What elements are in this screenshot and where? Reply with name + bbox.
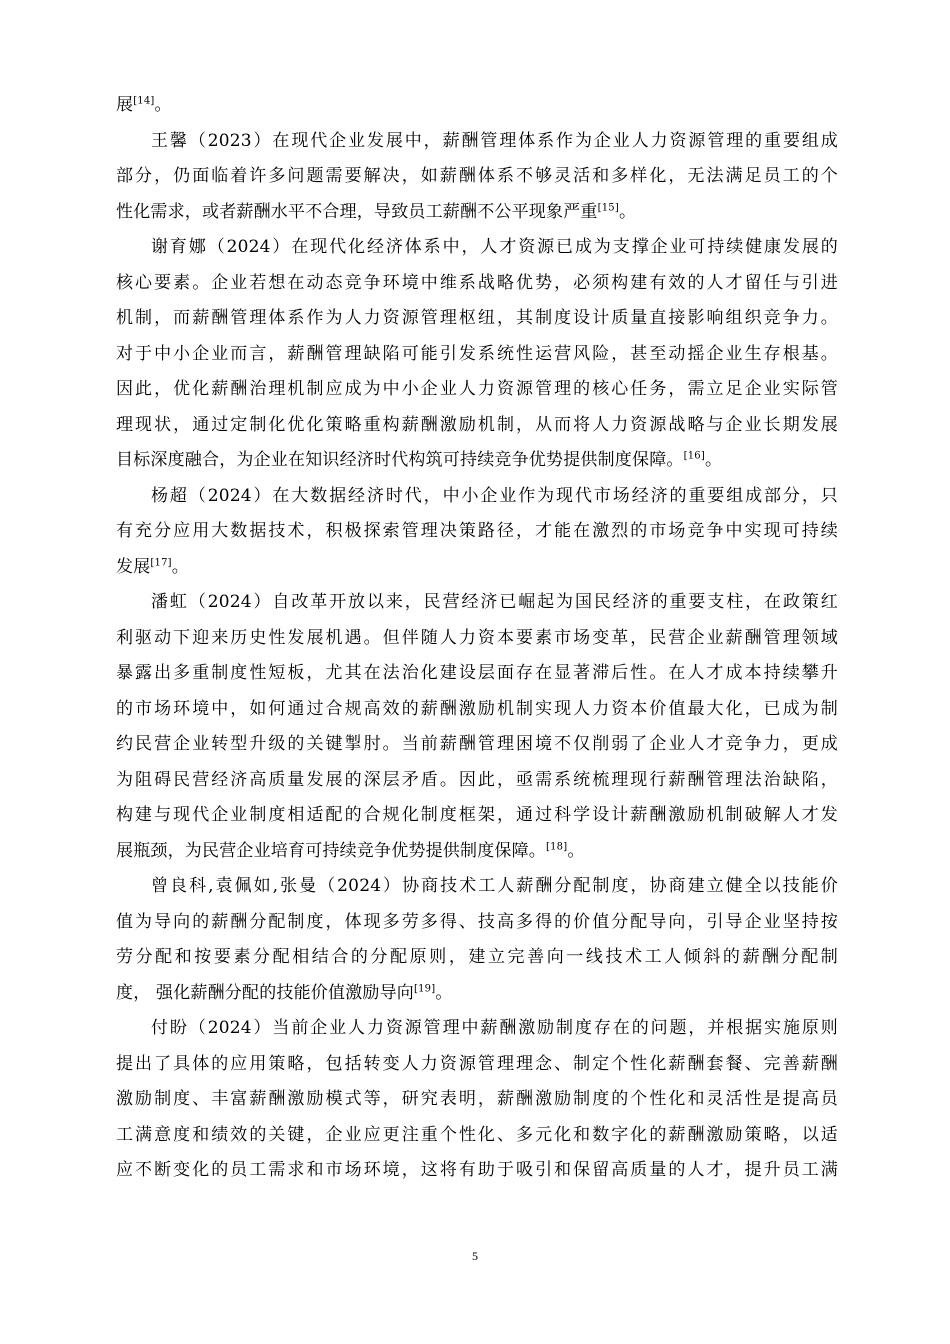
citation-reference: [17] (150, 556, 172, 568)
text-run: 展瓶颈，为民营企业培育可持续竞争优势提供制度保障。 (116, 840, 546, 861)
text-line (116, 585, 838, 621)
text-run: 约民营企业转型升级的关键掣肘。当前薪酬管理困境不仅削弱了企业人才竞争力，更成 (116, 734, 838, 754)
text-run: 。 (567, 840, 585, 861)
text-line (116, 1153, 838, 1189)
text-line (116, 337, 838, 373)
text-run: 。 (154, 95, 172, 115)
paragraph (116, 88, 838, 124)
text-run: 激励制度、丰富薪酬激励模式等，研究表明，薪酬激励制度的个性化和灵活性是提高员 (116, 1089, 838, 1109)
text-line (116, 621, 838, 657)
paragraph (116, 124, 838, 231)
text-run: 。 (171, 556, 189, 577)
text-run: 。 (435, 982, 453, 1003)
text-line (116, 1011, 838, 1047)
text-run: 值为导向的薪酬分配制度，体现多劳多得、技高多得的价值分配导向，引导企业坚持按 (116, 911, 838, 932)
citation-reference: [16] (683, 450, 705, 462)
text-line (116, 301, 838, 337)
text-run: 谢育娜（2024）在现代化经济体系中，人才资源已成为支撑企业可持续健康发展的 (151, 237, 838, 257)
text-line (116, 159, 838, 195)
text-line (116, 976, 838, 1012)
text-run: 的市场环境中，如何通过合规高效的薪酬激励机制实现人力资本价值最大化，已成为制 (116, 698, 838, 719)
text-line (116, 905, 838, 941)
text-line (116, 763, 838, 799)
paragraph (116, 869, 838, 1011)
page-number: 5 (472, 1249, 478, 1263)
text-run: 暴露出多重制度性短板，尤其在法治化建设层面存在显著滞后性。在人才成本持续攀升 (116, 663, 838, 683)
text-line (116, 266, 838, 302)
text-line (116, 195, 838, 231)
text-line (116, 656, 838, 692)
text-run: 付盼（2024）当前企业人力资源管理中薪酬激励制度存在的问题，并根据实施原则 (151, 1018, 838, 1038)
text-line (116, 514, 838, 550)
text-line (116, 408, 838, 444)
text-run: 机制，而薪酬管理体系作为人力资源管理枢纽，其制度设计质量直接影响组织竞争力。 (116, 308, 838, 328)
text-run: 构建与现代企业制度相适配的合规化制度框架，通过科学设计薪酬激励机制破解人才发 (116, 805, 838, 825)
text-line (116, 124, 838, 160)
text-line (116, 798, 838, 834)
citation-reference: [19] (414, 982, 436, 994)
text-line (116, 230, 838, 266)
text-line (116, 550, 838, 586)
text-run: 杨超（2024）在大数据经济时代，中小企业作为现代市场经济的重要组成部分，只 (151, 485, 838, 506)
paragraph (116, 1011, 838, 1189)
text-run: 目标深度融合，为企业在知识经济时代构筑可持续竞争优势提供制度保障。 (116, 450, 684, 470)
text-run: 度， 强化薪酬分配的技能价值激励导向 (116, 982, 415, 1003)
text-line (116, 443, 838, 479)
text-run: 曾良科,袁佩如,张曼（2024）协商技术工人薪酬分配制度，协商建立健全以技能价 (151, 876, 838, 896)
text-run: 潘虹（2024）自改革开放以来，民营经济已崛起为国民经济的重要支柱，在政策红 (151, 592, 838, 612)
citation-reference: [14] (133, 95, 155, 107)
text-run: 展 (116, 95, 134, 115)
text-run: 应不断变化的员工需求和市场环境，这将有助于吸引和保留高质量的人才，提升员工满 (116, 1160, 838, 1180)
citation-reference: [18] (546, 840, 568, 852)
text-line (116, 834, 838, 870)
text-line (116, 727, 838, 763)
text-run: 性化需求，或者薪酬水平不合理，导致员工薪酬不公平现象严重 (116, 201, 598, 222)
text-line (116, 372, 838, 408)
text-line (116, 88, 838, 124)
text-run: 因此，优化薪酬治理机制应成为中小企业人力资源管理的核心任务，需立足企业实际管 (116, 379, 838, 399)
text-line (116, 869, 838, 905)
text-line (116, 1082, 838, 1118)
text-run: 劳分配和按要素分配相结合的分配原则，建立完善向一线技术工人倾斜的薪酬分配制 (116, 947, 838, 967)
text-run: 。 (704, 450, 723, 470)
text-run: 理现状，通过定制化优化策略重构薪酬激励机制，从而将人力资源战略与企业长期发展 (116, 414, 838, 435)
text-line (116, 1047, 838, 1083)
citation-reference: [15] (597, 201, 619, 213)
text-line (116, 940, 838, 976)
paragraph (116, 479, 838, 586)
text-run: 核心要素。企业若想在动态竞争环境中维系战略优势，必须构建有效的人才留任与引进 (116, 272, 838, 293)
text-line (116, 692, 838, 728)
text-run: 发展 (116, 556, 151, 577)
paragraph (116, 230, 838, 479)
text-run: 有充分应用大数据技术，积极探索管理决策路径，才能在激烈的市场竞争中实现可持续 (116, 521, 838, 541)
text-line (116, 479, 838, 515)
text-run: 对于中小企业而言，薪酬管理缺陷可能引发系统性运营风险，甚至动摇企业生存根基。 (116, 343, 838, 364)
text-run: 部分，仍面临着许多问题需要解决，如薪酬体系不够灵活和多样化，无法满足员工的个 (116, 166, 838, 186)
text-run: 为阻碍民营经济高质量发展的深层矛盾。因此，亟需系统梳理现行薪酬管理法治缺陷， (116, 769, 838, 790)
body-text (116, 88, 838, 1189)
text-run: 。 (618, 201, 637, 222)
text-run: 工满意度和绩效的关键，企业应更注重个性化、多元化和数字化的薪酬激励策略，以适 (116, 1124, 838, 1145)
text-run: 王馨（2023）在现代企业发展中，薪酬管理体系作为企业人力资源管理的重要组成 (151, 130, 838, 151)
text-line (116, 1118, 838, 1154)
text-run: 提出了具体的应用策略，包括转变人力资源管理理念、制定个性化薪酬套餐、完善薪酬 (116, 1053, 838, 1074)
text-run: 利驱动下迎来历史性发展机遇。但伴随人力资本要素市场变革，民营企业薪酬管理领域 (116, 627, 838, 648)
paragraph (116, 585, 838, 869)
